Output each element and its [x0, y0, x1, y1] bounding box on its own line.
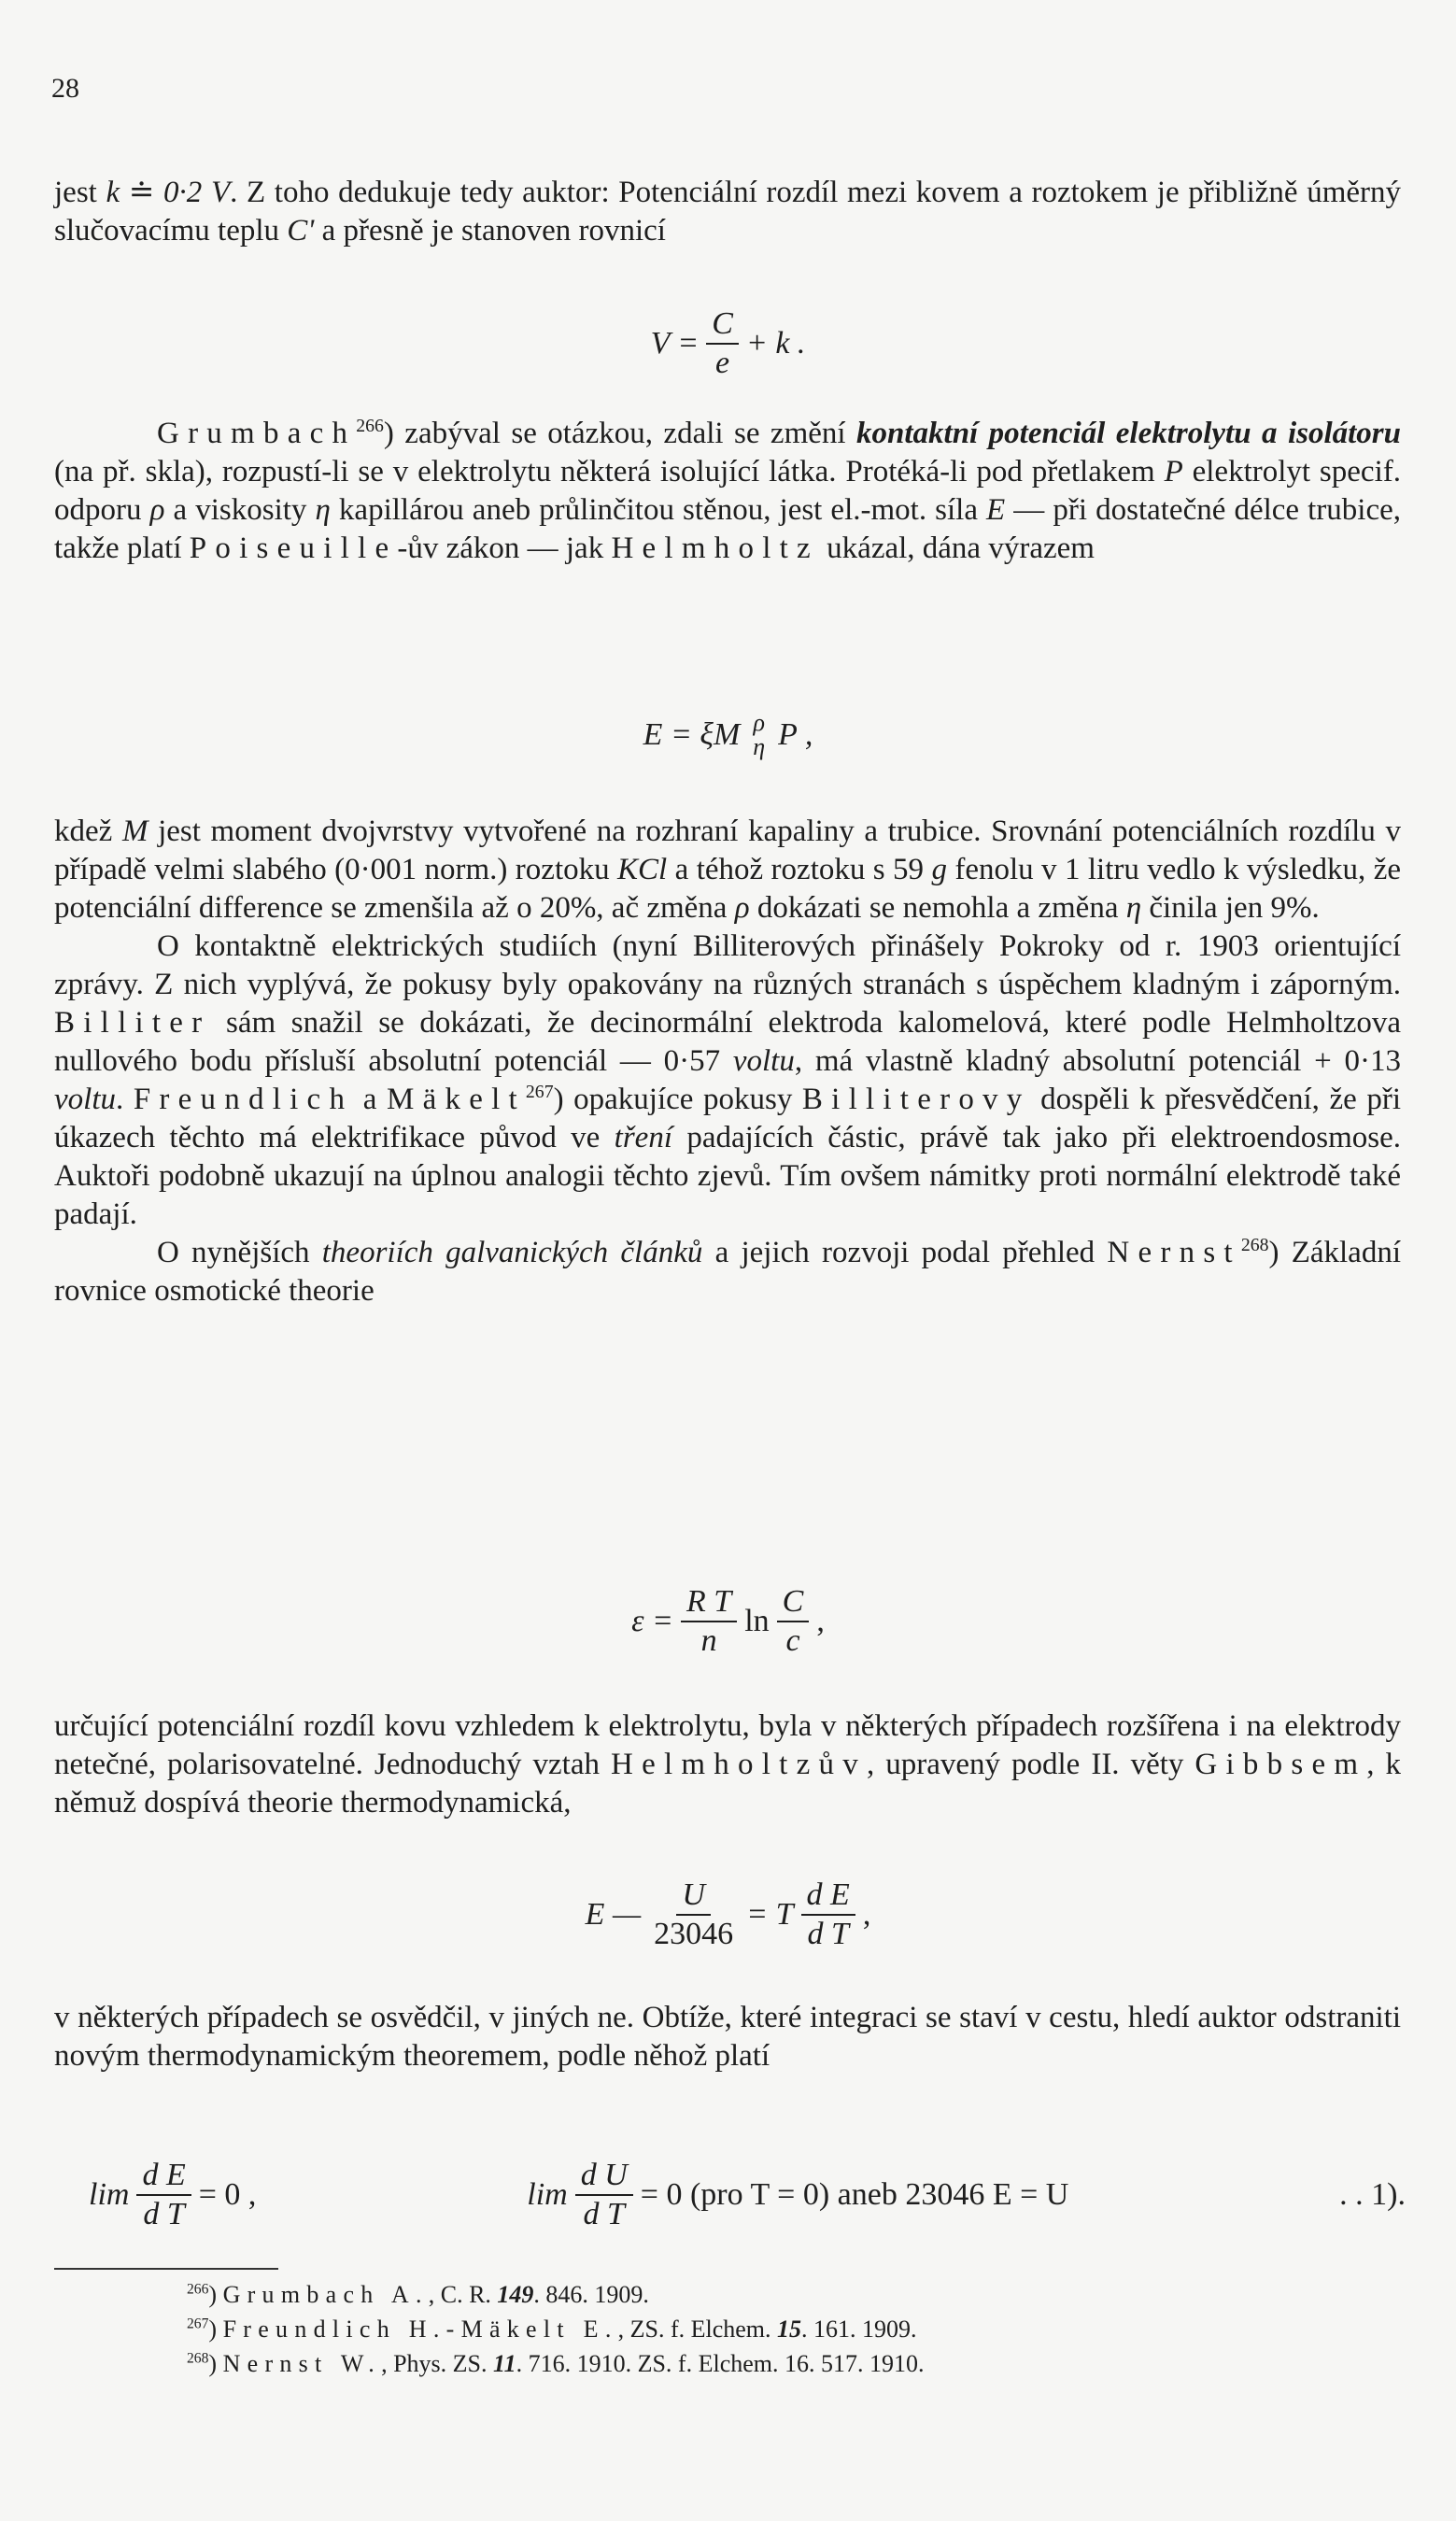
p2-text-h: ukázal, dána výrazem	[818, 531, 1095, 565]
symbol-P: P	[1164, 455, 1183, 489]
p1-text-a: jest	[54, 176, 106, 209]
footnote-266: $^{266}$) Grumbach A., C. R. 149. 846. 1909.	[187, 2281, 649, 2308]
p4-text-b: sám snažil se dokázati, že decinormální elektroda kalomelová, které podle Helmholtzova nullového bodu přísluší absolutní potenciál — 0·57	[54, 1006, 1401, 1078]
p2-text-b: (na př. skla), rozpustí-li se v elektrolytu některá isolující látka. Protéká-li pod přetlakem	[54, 455, 1165, 489]
footnotes	[187, 2277, 1401, 2381]
eq5-lim-1: lim	[89, 2177, 130, 2212]
name-poiseuille: Poiseuille	[189, 531, 398, 565]
p4-text-h: padajících částic, právě tak jako při elektroendosmose. Auktoři podobně ukazují na úplnou analogii těchto zjevů. Tím ovšem námitky proti normální elektrodě také padají.	[54, 1121, 1401, 1231]
footnote-268-author: Nernst W.	[222, 2350, 382, 2377]
p6-text-b: , upravený podle II. věty	[866, 1748, 1195, 1781]
paragraph-4	[54, 928, 1401, 1234]
footnote-268-ref: 268	[187, 2350, 209, 2367]
p1-text-b: . Z toho dedukuje tedy auktor: Potenciální rozdíl mezi kovem a roztokem je přibližně úměrný slučovacímu teplu	[54, 176, 1401, 248]
p3-text-d: fenolu v 1 litru vedlo k výsledku, že potenciální differencе se zmenšila až o 20%, ač změna	[54, 853, 1401, 925]
name-billiterovy: Billiterovy	[801, 1083, 1031, 1116]
footnote-266-volume: 149	[497, 2281, 534, 2308]
footnote-266-ref: 266	[187, 2281, 209, 2298]
name-makelt: Mäkelt	[386, 1083, 526, 1116]
symbol-eta-2: η	[1125, 891, 1142, 925]
footnote-ref-268: 268	[1240, 1235, 1269, 1255]
eq4-num: U	[676, 1877, 711, 1916]
eq2-num: ρ	[753, 709, 765, 736]
footnote-267-author: Freundlich H.-Mäkelt E.	[222, 2316, 618, 2343]
eq3-den2: c	[785, 1623, 800, 1658]
symbol-KCl: KCl	[617, 853, 668, 886]
eq5-part-2	[527, 2157, 1068, 2233]
eq2-rhs: P ,	[778, 717, 813, 752]
eq3-fraction-1	[681, 1583, 737, 1660]
p2-text-e: kapillárou aneb průlinčitou stěnou, jest el.-mot. síla	[330, 493, 987, 527]
eq5-num1: d E	[136, 2157, 191, 2196]
paragraph-7	[54, 1999, 1401, 2075]
p5-emphasis: theoriích galvanických článků	[321, 1236, 703, 1269]
equation-5	[89, 2148, 1406, 2242]
footnote-266-author: Grumbach A.	[222, 2281, 429, 2308]
eq4-num2: d E	[801, 1877, 855, 1916]
equation-1	[0, 297, 1456, 390]
footnote-ref-267: 267	[525, 1082, 554, 1102]
p5-text-a: O nynějších	[157, 1236, 322, 1269]
eq3-rhs: ,	[816, 1604, 825, 1638]
eq3-num: R T	[681, 1583, 737, 1622]
eq2-den: η	[753, 733, 766, 760]
eq5-num2: d U	[575, 2157, 633, 2196]
footnote-267-volume: 15	[777, 2316, 802, 2343]
eq3-ln: ln	[744, 1604, 770, 1638]
p6-text-c: , k němuž dospívá theorie thermodynamická,	[54, 1748, 1402, 1820]
symbol-M: M	[121, 814, 148, 848]
name-nernst: Nernst	[1107, 1236, 1241, 1269]
eq4-fraction-1	[648, 1877, 739, 1953]
p6-text-a: určující potenciální rozdíl kovu vzhledem k elektrolytu, byla v některých případech rozšířena i na elektrody netečné, polarisovatelné. Jednoduchý vztah	[54, 1709, 1401, 1781]
c-prime: C'	[287, 214, 315, 248]
eq3-num2: C	[777, 1583, 810, 1622]
p4-text-a: O kontaktně elektrických studiích (nyní Billiterových přinášely Pokroky od r. 1903 orientující zprávy. Z nich vyplývá, že pokusy byly opakovány na různých stranách s úspěchem kladným i záporným.	[54, 929, 1401, 1001]
p4-text-f: ) opakujíce pokusy	[553, 1083, 802, 1116]
eq4-fraction-2	[801, 1877, 855, 1953]
p3-text-c: a téhož roztoku s 59	[667, 853, 932, 886]
p3-text-f: činila jen 9%.	[1141, 891, 1320, 925]
eq3-fraction-2	[777, 1583, 810, 1660]
eq1-den: e	[714, 346, 730, 380]
symbol-rho: ρ	[149, 493, 165, 527]
footnote-268-journal: , Phys. ZS.	[381, 2350, 494, 2377]
footnote-268: $^{268}$) Nernst W., Phys. ZS. 11. 716. 1910. ZS. f. Elchem. 16. 517. 1910.	[187, 2350, 925, 2377]
p2-emphasis: kontaktní potenciál elektrolytu a isolátoru	[856, 417, 1401, 450]
eq4-rhs: ,	[862, 1897, 871, 1932]
eq2-fraction	[747, 711, 770, 759]
eq5-den1: d T	[143, 2197, 185, 2231]
p3-text-b: jest moment dvojvrstvy vytvořené na rozhraní kapaliny a trubice. Srovnání potenciálních rozdílu v případě velmi slabého (0·001 norm.) roztoku	[54, 814, 1401, 886]
p4-text-c: , má vlastně kladný absolutní potenciál + 0·13	[794, 1044, 1401, 1078]
name-billiter: Billiter	[54, 1006, 211, 1040]
footnote-rule	[54, 2268, 278, 2270]
paragraph-2	[54, 415, 1401, 568]
equation-4	[0, 1868, 1456, 1962]
eq5-den2: d T	[583, 2197, 625, 2231]
footnote-268-tail: . 716. 1910. ZS. f. Elchem. 16. 517. 1910.	[516, 2350, 925, 2377]
eq5-part-1	[89, 2157, 256, 2233]
eq3-lhs: ε =	[631, 1604, 673, 1638]
footnote-266-journal: , C. R.	[428, 2281, 498, 2308]
author-grumbach: Grumbach	[157, 417, 357, 450]
footnote-ref-266: 266	[356, 416, 384, 436]
unit-voltu-1: voltu	[732, 1044, 795, 1078]
eq1-rhs: + k .	[745, 326, 806, 361]
eq4-den: 23046	[654, 1917, 734, 1951]
symbol-g: g	[931, 853, 947, 886]
p1-text-c: a přesně je stanoven rovnicí	[314, 214, 666, 248]
eq4-mid: = T	[746, 1897, 794, 1932]
symbol-eta: η	[315, 493, 331, 527]
name-gibbsem: Gibbsem	[1194, 1748, 1367, 1781]
footnote-267-journal: , ZS. f. Elchem.	[617, 2316, 778, 2343]
p2-text-f: — při dostatečné délce trubice, takže platí	[54, 493, 1401, 565]
footnote-267-tail: . 161. 1909.	[801, 2316, 917, 2343]
p4-text-e: a	[353, 1083, 387, 1116]
p3-text-e: dokázati se nemohla a změna	[749, 891, 1126, 925]
name-helmholtz: Helmholtz	[611, 531, 819, 565]
paragraph-1	[54, 174, 1401, 250]
eq4-lhs: E —	[585, 1897, 642, 1932]
equation-3	[0, 1575, 1456, 1668]
paragraph-5	[54, 1234, 1401, 1310]
p5-text-c: ) Základní rovnice osmotické theorie	[54, 1236, 1401, 1308]
eq5-eq2: = 0 (pro T = 0) aneb 23046 E = U	[640, 2177, 1069, 2212]
name-freundlich: Freundlich	[133, 1083, 354, 1116]
p3-text-a: kdež	[54, 814, 122, 848]
symbol-E: E	[986, 493, 1006, 527]
name-helmholtzuv: Helmholtzův	[611, 1748, 867, 1781]
eq5-fraction-1	[136, 2157, 191, 2233]
p2-text-d: a viskosity	[164, 493, 316, 527]
footnote-268-volume: 11	[493, 2350, 516, 2377]
eq1-lhs: V =	[650, 326, 700, 361]
eq5-eq1: = 0 ,	[198, 2177, 257, 2212]
eq4-den2: d T	[807, 1917, 849, 1951]
equation-2	[0, 693, 1456, 777]
eq3-den: n	[700, 1623, 717, 1658]
paragraph-6	[54, 1707, 1401, 1822]
k-equals: k ≐ 0·2 V	[106, 176, 231, 209]
eq1-num: C	[706, 305, 739, 345]
p7-text: v některých případech se osvědčil, v jiných ne. Obtíže, které integraci se staví v cestu, hledí auktor odstraniti novým thermodynamickým theoremem, podle něhož platí	[54, 2001, 1401, 2073]
unit-voltu-2: voltu	[54, 1083, 116, 1116]
eq5-lim-2: lim	[527, 2177, 568, 2212]
eq2-lhs: E = ξM	[643, 717, 741, 752]
word-treni: tření	[614, 1121, 672, 1154]
footnote-266-tail: . 846. 1909.	[533, 2281, 649, 2308]
p4-text-d: .	[115, 1083, 134, 1116]
paragraph-3	[54, 813, 1401, 1310]
eq5-number: . . 1).	[1339, 2177, 1406, 2212]
page-number: 28	[51, 73, 79, 104]
p2-text-a: ) zabýval se otázkou, zdali se změní	[383, 417, 857, 450]
eq5-fraction-2	[575, 2157, 633, 2233]
p2-text-c: elektrolyt specif. odporu	[54, 455, 1401, 527]
eq1-fraction	[706, 305, 739, 382]
footnote-267: $^{267}$) Freundlich H.-Mäkelt E., ZS. f. Elchem. 15. 161. 1909.	[187, 2316, 917, 2343]
p5-text-b: a jejich rozvoji podal přehled	[702, 1236, 1108, 1269]
p2-text-g: -ův zákon — jak	[397, 531, 612, 565]
footnote-267-ref: 267	[187, 2316, 209, 2332]
symbol-rho-2: ρ	[734, 891, 750, 925]
p4-text-g: dospěli k přesvědčení, že při úkazech těchto má elektrifikace původ ve	[54, 1083, 1402, 1154]
